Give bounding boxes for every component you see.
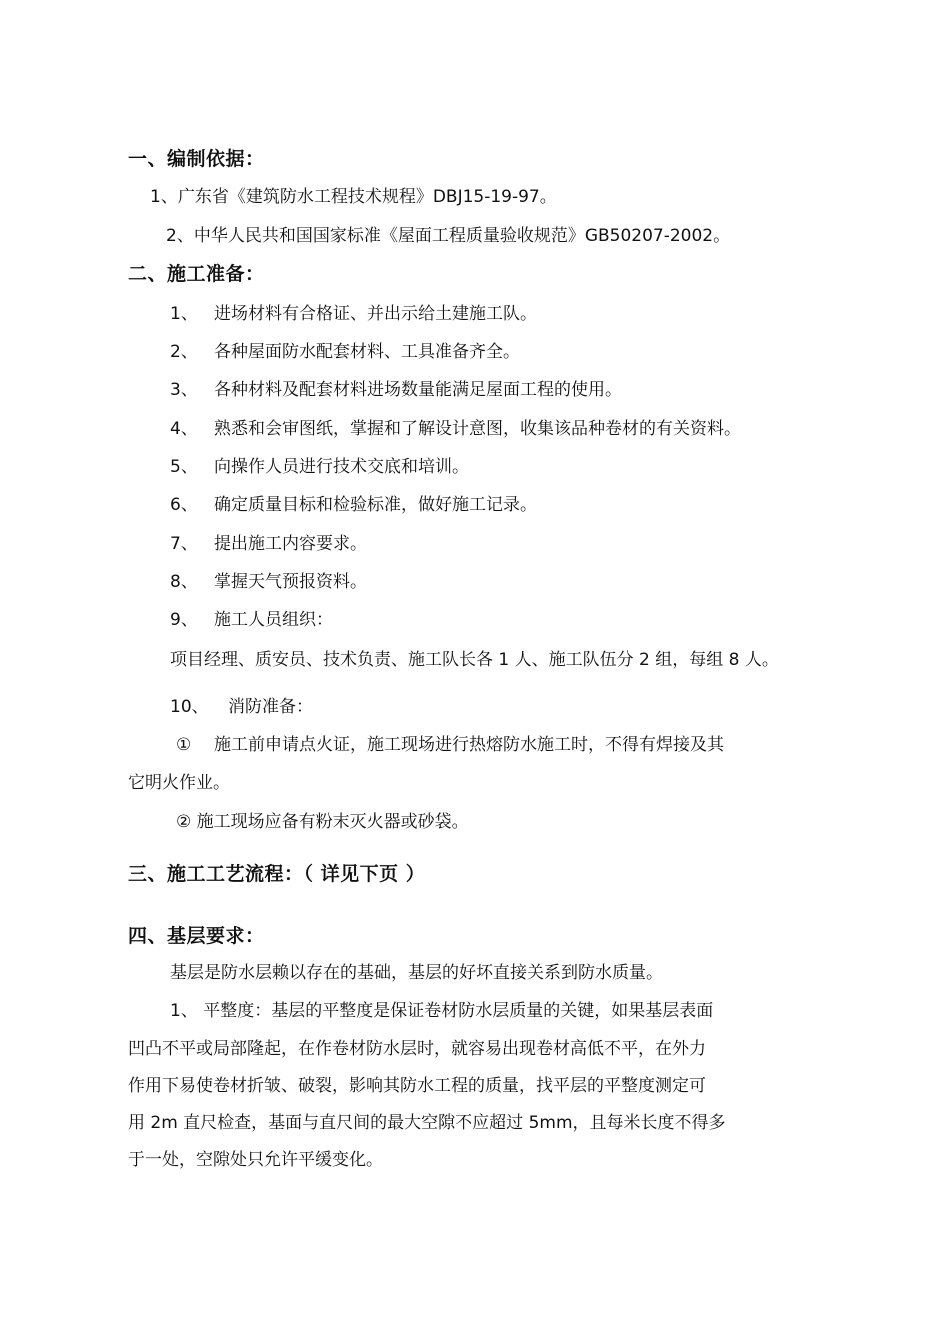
prep-item-num: 5、 bbox=[170, 457, 198, 477]
fire-item-1-line-2: 它明火作业。 bbox=[128, 773, 230, 793]
prep-item-10-text: 消防准备： bbox=[228, 697, 313, 717]
prep-item-num: 4、 bbox=[170, 419, 198, 439]
prep-item-text: 确定质量目标和检验标准，做好施工记录。 bbox=[214, 495, 537, 515]
prep-item-text: 各种材料及配套材料进场数量能满足屋面工程的使用。 bbox=[214, 380, 622, 400]
prep-item-text: 向操作人员进行技术交底和培训。 bbox=[214, 457, 469, 477]
prep-item-num: 2、 bbox=[170, 342, 198, 362]
prep-item-num: 6、 bbox=[170, 495, 198, 515]
section-4-para-line: 作用下易使卷材折皱、破裂，影响其防水工程的质量，找平层的平整度测定可 bbox=[128, 1076, 706, 1096]
prep-item-text: 掌握天气预报资料。 bbox=[214, 572, 367, 592]
staff-line: 项目经理、质安员、技术负责、施工队长各 1 人、施工队伍分 2 组，每组 8 人。 bbox=[170, 650, 779, 670]
fire-item-1-line-1: 施工前申请点火证，施工现场进行热熔防水施工时，不得有焊接及其 bbox=[214, 735, 724, 755]
prep-item-text: 各种屋面防水配套材料、工具准备齐全。 bbox=[214, 342, 520, 362]
prep-item-text: 施工人员组织： bbox=[214, 610, 333, 630]
prep-item-text: 熟悉和会审图纸，掌握和了解设计意图，收集该品种卷材的有关资料。 bbox=[214, 419, 741, 439]
section-4-para-line: 凹凸不平或局部隆起，在作卷材防水层时，就容易出现卷材高低不平，在外力 bbox=[128, 1039, 706, 1059]
section-4-para-line: 用 2m 直尺检查，基面与直尺间的最大空隙不应超过 5mm，且每米长度不得多 bbox=[128, 1113, 726, 1133]
prep-item-text: 进场材料有合格证、并出示给土建施工队。 bbox=[214, 304, 537, 324]
section-3-title: 三、施工工艺流程：（ 详见下页 ） bbox=[128, 863, 426, 885]
section-4-title: 四、基层要求： bbox=[128, 925, 265, 947]
section-4-intro: 基层是防水层赖以存在的基础，基层的好坏直接关系到防水质量。 bbox=[170, 963, 663, 983]
section-1-item-2: 2、中华人民共和国国家标准《屋面工程质量验收规范》GB50207-2002。 bbox=[166, 226, 731, 246]
prep-item-num: 9、 bbox=[170, 610, 198, 630]
fire-item-1-num: ① bbox=[176, 735, 192, 755]
section-1-item-1: 1、广东省《建筑防水工程技术规程》DBJ15-19-97。 bbox=[150, 187, 557, 207]
section-4-para-line: 于一处，空隙处只允许平缓变化。 bbox=[128, 1150, 383, 1170]
prep-item-num: 1、 bbox=[170, 304, 198, 324]
section-4-para-line: 1、 平整度：基层的平整度是保证卷材防水层质量的关键，如果基层表面 bbox=[170, 1001, 714, 1021]
section-1-title: 一、编制依据： bbox=[128, 148, 265, 170]
prep-item-10-num: 10、 bbox=[170, 697, 209, 717]
prep-item-text: 提出施工内容要求。 bbox=[214, 534, 367, 554]
section-2-title: 二、施工准备： bbox=[128, 263, 265, 285]
prep-item-num: 3、 bbox=[170, 380, 198, 400]
prep-item-num: 7、 bbox=[170, 534, 198, 554]
prep-item-num: 8、 bbox=[170, 572, 198, 592]
fire-item-2: ② 施工现场应备有粉末灭火器或砂袋。 bbox=[176, 812, 469, 832]
